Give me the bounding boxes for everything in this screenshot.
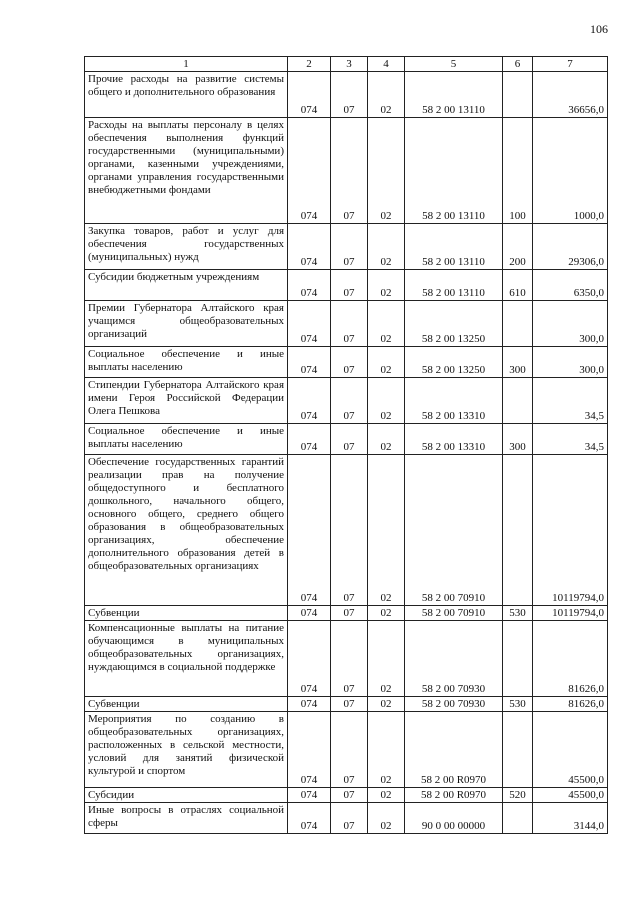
- row-amount: 10119794,0: [533, 455, 608, 606]
- table-row: [85, 697, 608, 712]
- row-target-code: 58 2 00 70910: [405, 455, 503, 606]
- row-name: Социальное обеспечение и иные выплаты населению: [85, 347, 288, 378]
- row-subsection: 02: [368, 788, 405, 803]
- col-header: 7: [533, 57, 608, 72]
- row-subsection: 02: [368, 224, 405, 270]
- row-target-code: 58 2 00 13250: [405, 301, 503, 347]
- row-section: 07: [331, 788, 368, 803]
- row-section: 07: [331, 378, 368, 424]
- row-amount: 34,5: [533, 424, 608, 455]
- row-name: Субвенции: [85, 697, 288, 712]
- row-target-code: 90 0 00 00000: [405, 803, 503, 834]
- row-subsection: 02: [368, 424, 405, 455]
- row-grbs: 074: [288, 347, 331, 378]
- row-amount: 81626,0: [533, 621, 608, 697]
- row-subsection: 02: [368, 803, 405, 834]
- row-subsection: 02: [368, 118, 405, 224]
- table-row: [85, 712, 608, 788]
- row-expense-type: 100: [503, 118, 533, 224]
- col-header: 3: [331, 57, 368, 72]
- row-amount: 45500,0: [533, 788, 608, 803]
- row-expense-type: [503, 301, 533, 347]
- table-row: [85, 301, 608, 347]
- row-subsection: 02: [368, 347, 405, 378]
- row-expense-type: 300: [503, 424, 533, 455]
- row-name: Прочие расходы на развитие системы общего и дополнительного образования: [85, 72, 288, 118]
- row-section: 07: [331, 424, 368, 455]
- col-header: 5: [405, 57, 503, 72]
- page-number: 106: [590, 22, 608, 36]
- row-subsection: 02: [368, 455, 405, 606]
- row-subsection: 02: [368, 270, 405, 301]
- row-grbs: 074: [288, 270, 331, 301]
- table-row: [85, 424, 608, 455]
- row-amount: 81626,0: [533, 697, 608, 712]
- row-expense-type: 610: [503, 270, 533, 301]
- row-expense-type: 530: [503, 697, 533, 712]
- row-grbs: 074: [288, 606, 331, 621]
- table-row: [85, 270, 608, 301]
- row-name: Компенсационные выплаты на питание обучающимся в муниципальных общеобразовательных организациях, нуждающимся в социальной поддержке: [85, 621, 288, 697]
- row-target-code: 58 2 00 70930: [405, 621, 503, 697]
- row-target-code: 58 2 00 13250: [405, 347, 503, 378]
- row-subsection: 02: [368, 378, 405, 424]
- budget-table: [84, 56, 608, 834]
- row-amount: 6350,0: [533, 270, 608, 301]
- row-subsection: 02: [368, 301, 405, 347]
- row-name: Мероприятия по созданию в общеобразовательных организациях, расположенных в сельской местности, условий для занятий физической культурой и спортом: [85, 712, 288, 788]
- row-section: 07: [331, 118, 368, 224]
- row-expense-type: 300: [503, 347, 533, 378]
- row-grbs: 074: [288, 118, 331, 224]
- row-target-code: 58 2 00 13110: [405, 72, 503, 118]
- row-target-code: 58 2 00 13110: [405, 224, 503, 270]
- col-header: 2: [288, 57, 331, 72]
- row-name: Субсидии: [85, 788, 288, 803]
- col-header: 6: [503, 57, 533, 72]
- row-expense-type: [503, 621, 533, 697]
- row-target-code: 58 2 00 70910: [405, 606, 503, 621]
- row-name: Социальное обеспечение и иные выплаты населению: [85, 424, 288, 455]
- row-section: 07: [331, 455, 368, 606]
- row-target-code: 58 2 00 13110: [405, 118, 503, 224]
- table-row: [85, 606, 608, 621]
- row-target-code: 58 2 00 70930: [405, 697, 503, 712]
- row-subsection: 02: [368, 712, 405, 788]
- row-name: Закупка товаров, работ и услуг для обеспечения государственных (муниципальных) нужд: [85, 224, 288, 270]
- row-section: 07: [331, 347, 368, 378]
- table-row: [85, 347, 608, 378]
- row-section: 07: [331, 621, 368, 697]
- col-header: 4: [368, 57, 405, 72]
- row-section: 07: [331, 697, 368, 712]
- table-row: [85, 621, 608, 697]
- row-amount: 3144,0: [533, 803, 608, 834]
- row-expense-type: 530: [503, 606, 533, 621]
- row-grbs: 074: [288, 424, 331, 455]
- row-target-code: 58 2 00 13110: [405, 270, 503, 301]
- row-grbs: 074: [288, 455, 331, 606]
- row-target-code: 58 2 00 13310: [405, 424, 503, 455]
- row-target-code: 58 2 00 R0970: [405, 712, 503, 788]
- row-name: Стипендии Губернатора Алтайского края имени Героя Российской Федерации Олега Пешкова: [85, 378, 288, 424]
- row-amount: 10119794,0: [533, 606, 608, 621]
- row-expense-type: [503, 712, 533, 788]
- row-amount: 45500,0: [533, 712, 608, 788]
- row-expense-type: [503, 803, 533, 834]
- row-name: Субвенции: [85, 606, 288, 621]
- row-grbs: 074: [288, 301, 331, 347]
- row-amount: 300,0: [533, 301, 608, 347]
- table-row: [85, 378, 608, 424]
- row-subsection: 02: [368, 72, 405, 118]
- row-amount: 34,5: [533, 378, 608, 424]
- row-section: 07: [331, 712, 368, 788]
- table-row: [85, 118, 608, 224]
- row-expense-type: 200: [503, 224, 533, 270]
- table-row: [85, 455, 608, 606]
- row-expense-type: [503, 378, 533, 424]
- row-name: Иные вопросы в отраслях социальной сферы: [85, 803, 288, 834]
- row-grbs: 074: [288, 788, 331, 803]
- table-row: [85, 803, 608, 834]
- row-amount: 36656,0: [533, 72, 608, 118]
- row-section: 07: [331, 270, 368, 301]
- row-name: Обеспечение государственных гарантий реализации прав на получение общедоступного и бесплатного дошкольного, начального общего, основного общего, среднего общего образования в общеобразовательных организациях, обеспечение дополнительного образования детей в общеобразовательных организациях: [85, 455, 288, 606]
- row-target-code: 58 2 00 13310: [405, 378, 503, 424]
- row-subsection: 02: [368, 621, 405, 697]
- row-name: Премии Губернатора Алтайского края учащимся общеобразовательных организаций: [85, 301, 288, 347]
- row-expense-type: [503, 72, 533, 118]
- row-grbs: 074: [288, 378, 331, 424]
- row-expense-type: 520: [503, 788, 533, 803]
- row-grbs: 074: [288, 72, 331, 118]
- row-section: 07: [331, 606, 368, 621]
- row-grbs: 074: [288, 621, 331, 697]
- row-grbs: 074: [288, 224, 331, 270]
- row-section: 07: [331, 224, 368, 270]
- row-amount: 29306,0: [533, 224, 608, 270]
- row-section: 07: [331, 72, 368, 118]
- header-row: [85, 57, 608, 72]
- row-grbs: 074: [288, 697, 331, 712]
- row-grbs: 074: [288, 803, 331, 834]
- row-amount: 1000,0: [533, 118, 608, 224]
- row-expense-type: [503, 455, 533, 606]
- row-target-code: 58 2 00 R0970: [405, 788, 503, 803]
- table-row: [85, 72, 608, 118]
- col-header: 1: [85, 57, 288, 72]
- table-row: [85, 788, 608, 803]
- row-name: Субсидии бюджетным учреждениям: [85, 270, 288, 301]
- row-section: 07: [331, 803, 368, 834]
- row-amount: 300,0: [533, 347, 608, 378]
- table-row: [85, 224, 608, 270]
- row-subsection: 02: [368, 606, 405, 621]
- row-name: Расходы на выплаты персоналу в целях обеспечения выполнения функций государственными (муниципальными) органами, казенными учреждениями, органами управления государственными внебюджетными фондами: [85, 118, 288, 224]
- row-subsection: 02: [368, 697, 405, 712]
- row-section: 07: [331, 301, 368, 347]
- row-grbs: 074: [288, 712, 331, 788]
